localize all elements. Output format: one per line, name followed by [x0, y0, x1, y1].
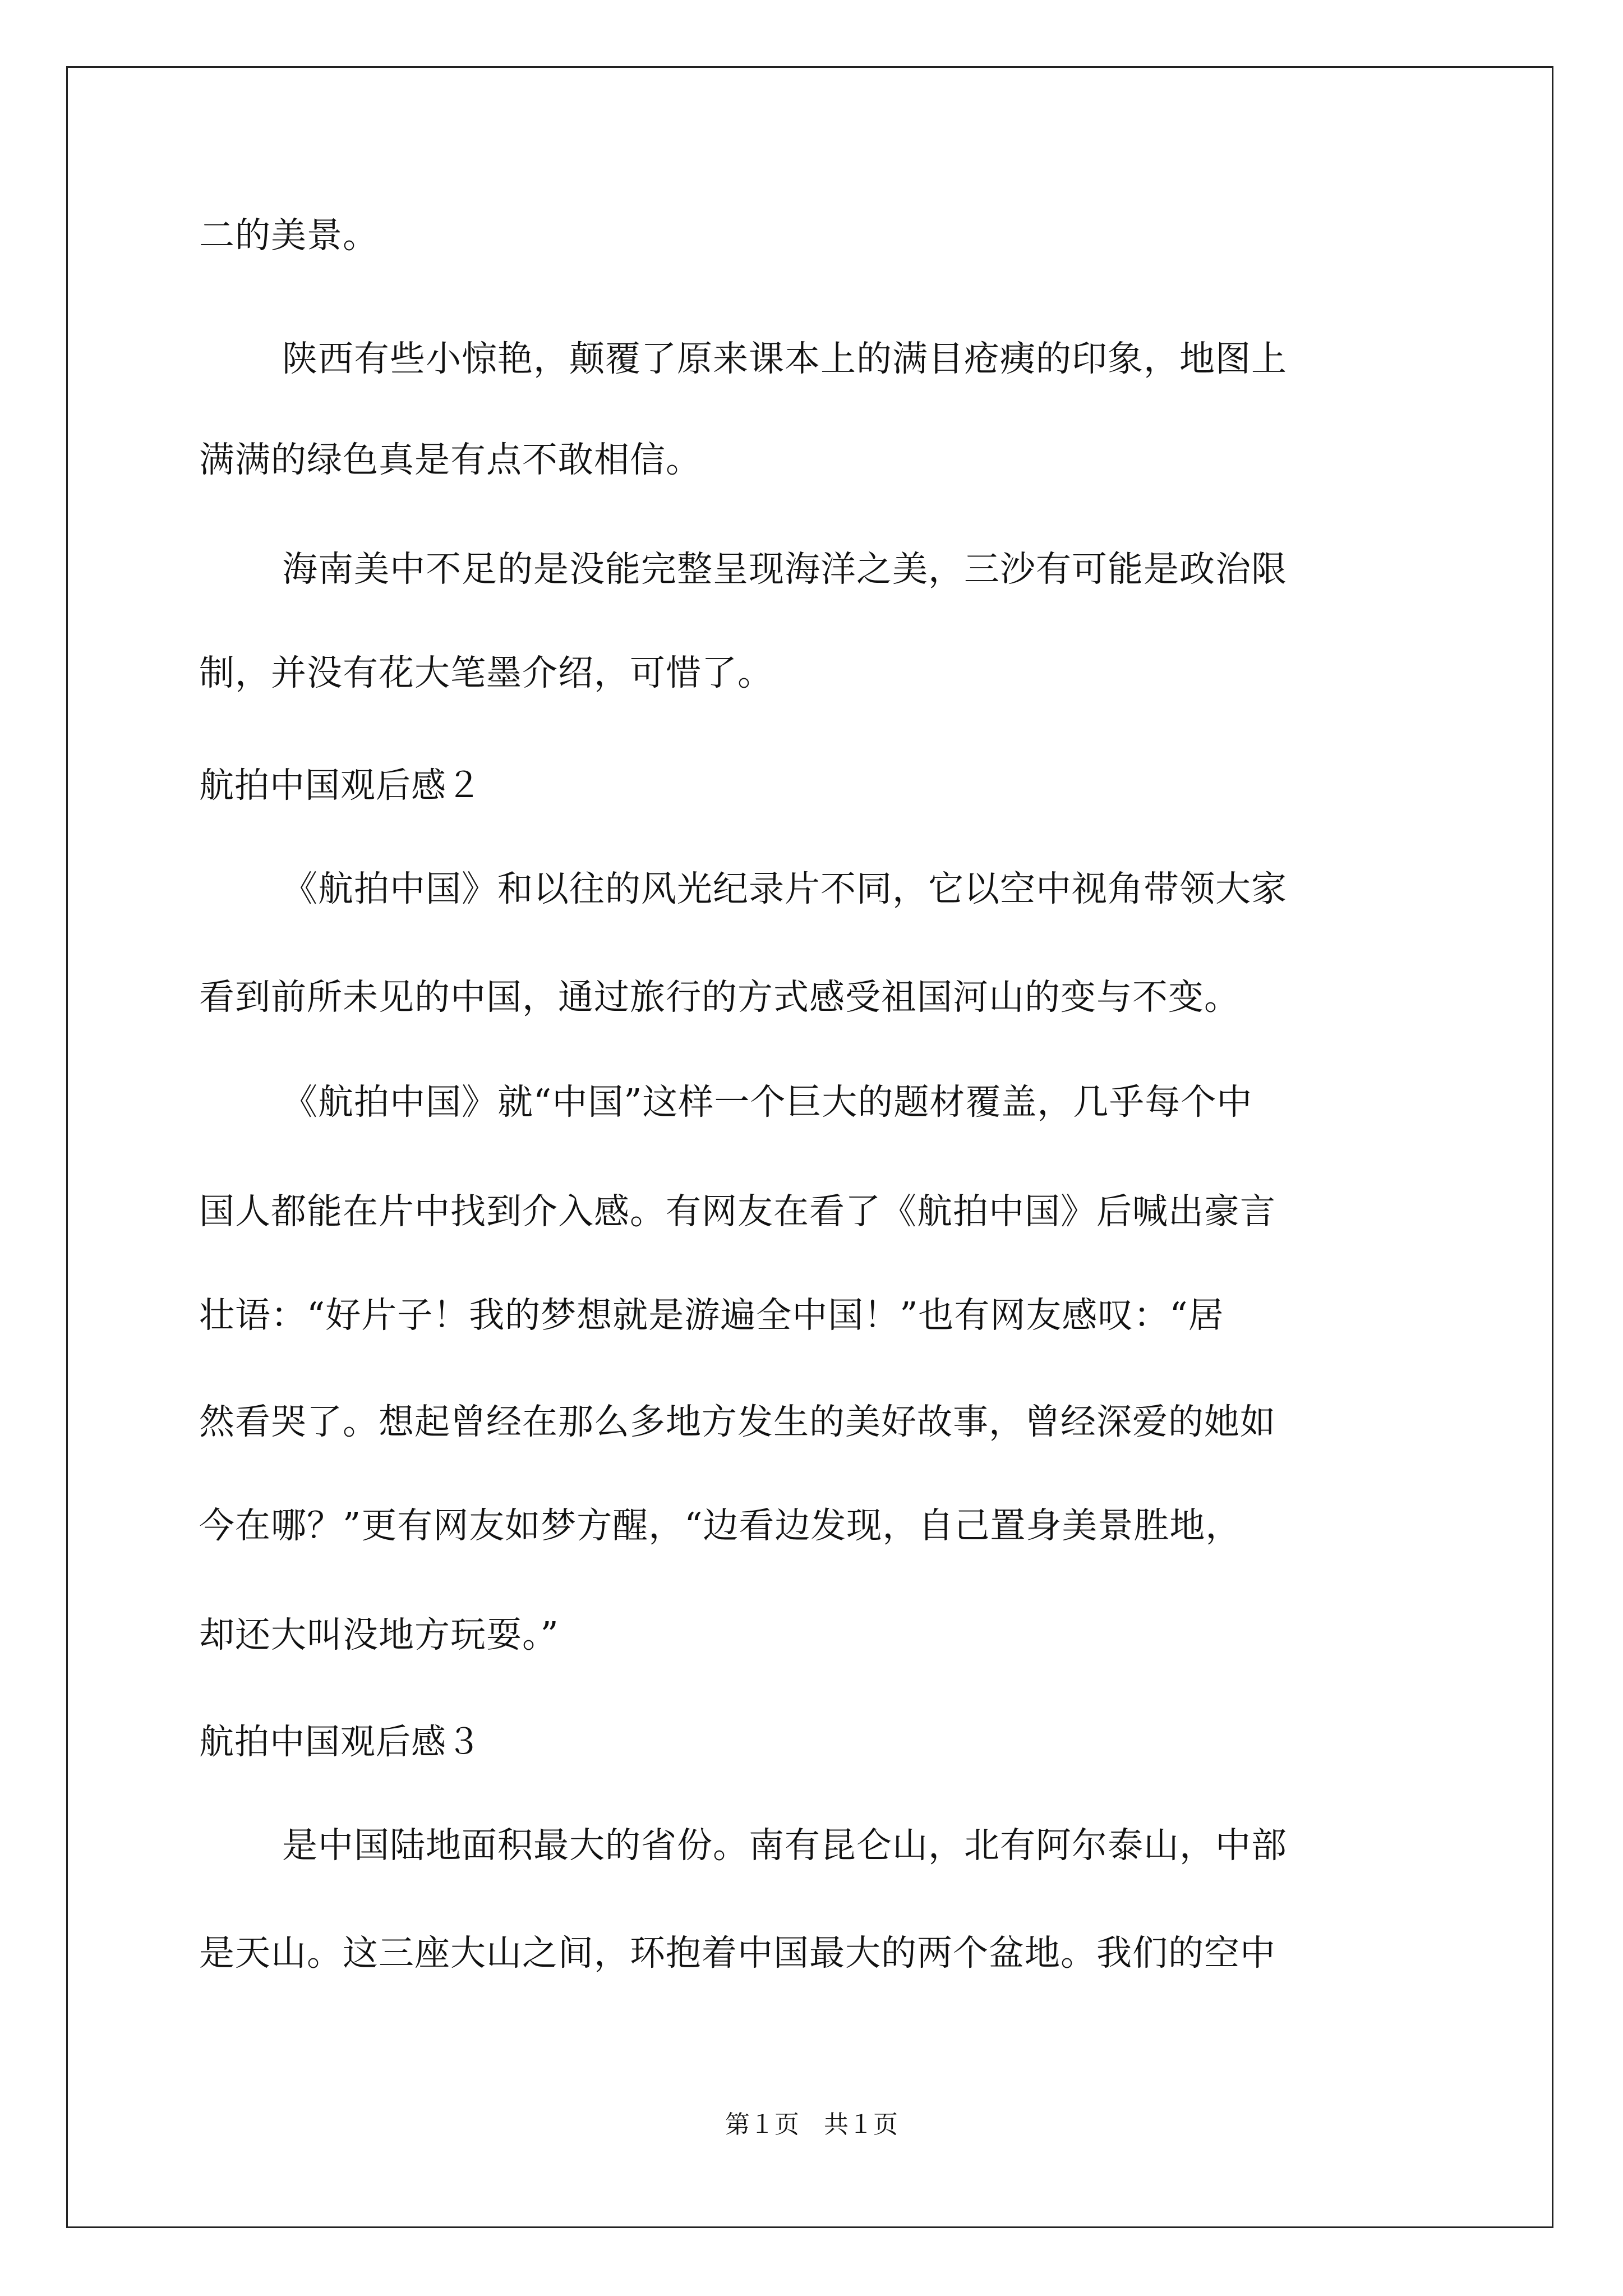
text-line: 二的美景。: [199, 215, 379, 256]
text-line: 是天山。这三座大山之间，环抱着中国最大的两个盆地。我们的空中: [199, 1932, 1276, 1973]
text-line: 看到前所未见的中国，通过旅行的方式感受祖国河山的变与不变。: [199, 977, 1240, 1018]
text-line: 壮语：“好片子！我的梦想就是游遍全中国！”也有网友感叹：“居: [199, 1295, 1224, 1336]
text-line: 制，并没有花大笔墨介绍，可惜了。: [199, 652, 773, 693]
page-footer: 第１页 共１页: [725, 2110, 898, 2139]
text-line: 海南美中不足的是没能完整呈现海洋之美，三沙有可能是政治限: [282, 549, 1287, 590]
section-heading: 航拍中国观后感３: [199, 1721, 482, 1762]
section-heading: 航拍中国观后感２: [199, 765, 482, 806]
text-line: 今在哪？”更有网友如梦方醒，“边看边发现，自己置身美景胜地，: [199, 1505, 1242, 1546]
text-line: 然看哭了。想起曾经在那么多地方发生的美好故事，曾经深爱的她如: [199, 1401, 1276, 1442]
text-line: 是中国陆地面积最大的省份。南有昆仑山，北有阿尔泰山，中部: [282, 1825, 1287, 1866]
page-border: [66, 66, 1553, 2228]
text-line: 满满的绿色真是有点不敢相信。: [199, 439, 702, 480]
text-line: 陕西有些小惊艳，颠覆了原来课本上的满目疮痍的印象，地图上: [282, 338, 1287, 379]
text-line: 却还大叫没地方玩耍。”: [199, 1614, 559, 1655]
text-line: 国人都能在片中找到介入感。有网友在看了《航拍中国》后喊出豪言: [199, 1191, 1276, 1232]
text-line: 《航拍中国》和以往的风光纪录片不同，它以空中视角带领大家: [282, 868, 1287, 909]
text-line: 《航拍中国》就“中国”这样一个巨大的题材覆盖，几乎每个中: [282, 1082, 1253, 1122]
